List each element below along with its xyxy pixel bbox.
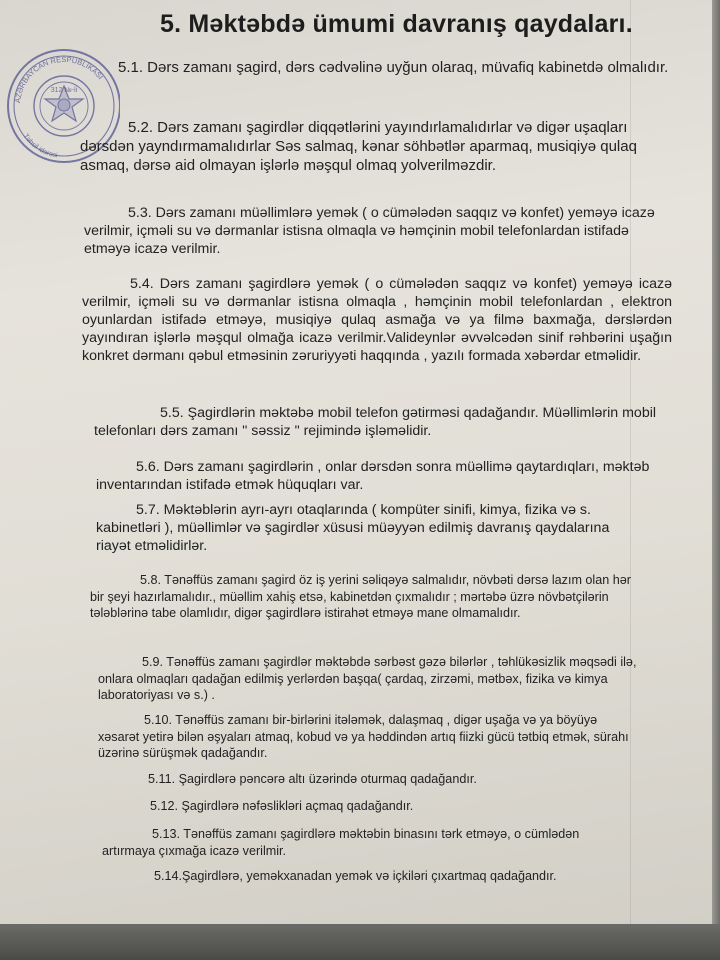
rule-5-14: 5.14.Şagirdlərə, yeməkxanadan yemək və içkiləri çıxartmaq qadağandır.: [154, 869, 557, 883]
page-edge-shadow: [712, 0, 720, 924]
rule-5-11: 5.11. Şagirdlərə pəncərə altı üzərində oturmaq qadağandır.: [148, 772, 477, 786]
rule-5-3: 5.3. Dərs zamanı müəllimlərə yemək ( o cümələdən saqqız və konfet) yeməyə icazə verilmir, içməli su və dərmanlar istisna olmaqla və həmçinin mobil telefonlardan istifadə etməyə icazə verilmir.: [84, 205, 655, 257]
rule-5-4: 5.4. Dərs zamanı şagirdlərə yemək ( o cümələdən saqqız və konfet) yeməyə icazə verilmir, içməli su və dərmanlar istisna olmaqla , həmçinin mobil telefonlardan , elektron oyunlardan istifadə etməyə, musiqiyə qulaq asmağa və ya filmə baxmağa, dərslərdən yayındıran işlərlə məşqul olmağa icazə verilmir.Valideynlər əvvəlcədən sinif rəhbərini uşağın konkret dərmanı qəbul etməsinin zəruriyyəti haqqında , yazılı formada xəbərdar etməlidir.: [82, 276, 672, 364]
rule-5-6: 5.6. Dərs zamanı şagirdlərin , onlar dərsdən sonra müəllimə qaytardıqları, məktəb inventarından istifadə etmək hüquqları var.: [96, 459, 650, 493]
rule-5-7: 5.7. Məktəblərin ayrı-ayrı otaqlarında ( kompüter sinifi, kimya, fizika və s. kabinetləri ), müəllimlər və şagirdlər xüsusi müəyyən edilmiş davranış qaydalarına riayət etməlidirlər.: [96, 502, 610, 554]
rule-5-1: 5.1. Dərs zamanı şagird, dərs cədvəlinə uyğun olaraq, müvafiq kabinetdə olmalıdır.: [118, 59, 669, 76]
rule-5-10: 5.10. Tənəffüs zamanı bir-birlərini itələmək, dalaşmaq , digər uşağa və ya böyüyə xəsarət yetirə bilən əşyaları atmaq, kobud və ya həddindən artıq fiizki gücü tətbiq etmək, sürahı üzərinə sürüşmək qadağandır.: [98, 713, 629, 760]
rule-5-9: 5.9. Tənəffüs zamanı şagirdlər məktəbdə sərbəst gəzə bilərlər , təhlükəsizlik məqsədi ilə, onlara olmaqları qadağan edilmiş yerlərdən başqa( çardaq, zirzəmi, mətbəx, fizika və kimya laboratoriyası və s.) .: [98, 655, 637, 702]
background-surface: [0, 924, 720, 960]
stamp-text-bottom: Təhsil idarəsi: [21, 132, 59, 160]
rule-5-8: 5.8. Tənəffüs zamanı şagird öz iş yerini səliqəyə salmalıdır, növbəti dərsə lazım olan hər bir şeyi hazırlamalıdır., müəllim xahiş etsə, kabinetdən çıxmalıdır ; mərtəbə üzrə növbətçilərin tələblərinə tabe olamlıdır, digər şagirdlərə istirahət etməyə mane olmamalıdır.: [90, 573, 631, 620]
stamp-number: 312 №-li: [50, 87, 78, 94]
page-title: 5. Məktəbdə ümumi davranış qaydaları.: [160, 10, 633, 38]
svg-text:AZƏRBAYCAN RESPUBLİKASI: [13, 55, 105, 104]
rule-5-13: 5.13. Tənəffüs zamanı şagirdlərə məktəbin binasını tərk etməyə, o cümlədən artırmaya çıxmağa icazə verilmir.: [102, 827, 580, 858]
rule-5-12: 5.12. Şagirdlərə nəfəslikləri açmaq qadağandır.: [150, 799, 414, 813]
stamp-text-top: AZƏRBAYCAN RESPUBLİKASI: [13, 54, 106, 104]
rule-5-5: 5.5. Şagirdlərin məktəbə mobil telefon gətirməsi qadağandır. Müəllimlərin mobil telefonları dərs zamanı " səssiz " rejimində işləməlidir.: [94, 405, 657, 439]
rule-5-2: 5.2. Dərs zamanı şagirdlər diqqətlərini yayındırlamalıdırlar və digər uşaqları dərsdən yayndırmamalıdırlar Səs salmaq, kənar söhbətlər aparmaq, musiqiyə qulaq asmaq, dərsə aid olmayan işlərlə məşqul olmaq yolverilməzdir.: [80, 119, 637, 174]
